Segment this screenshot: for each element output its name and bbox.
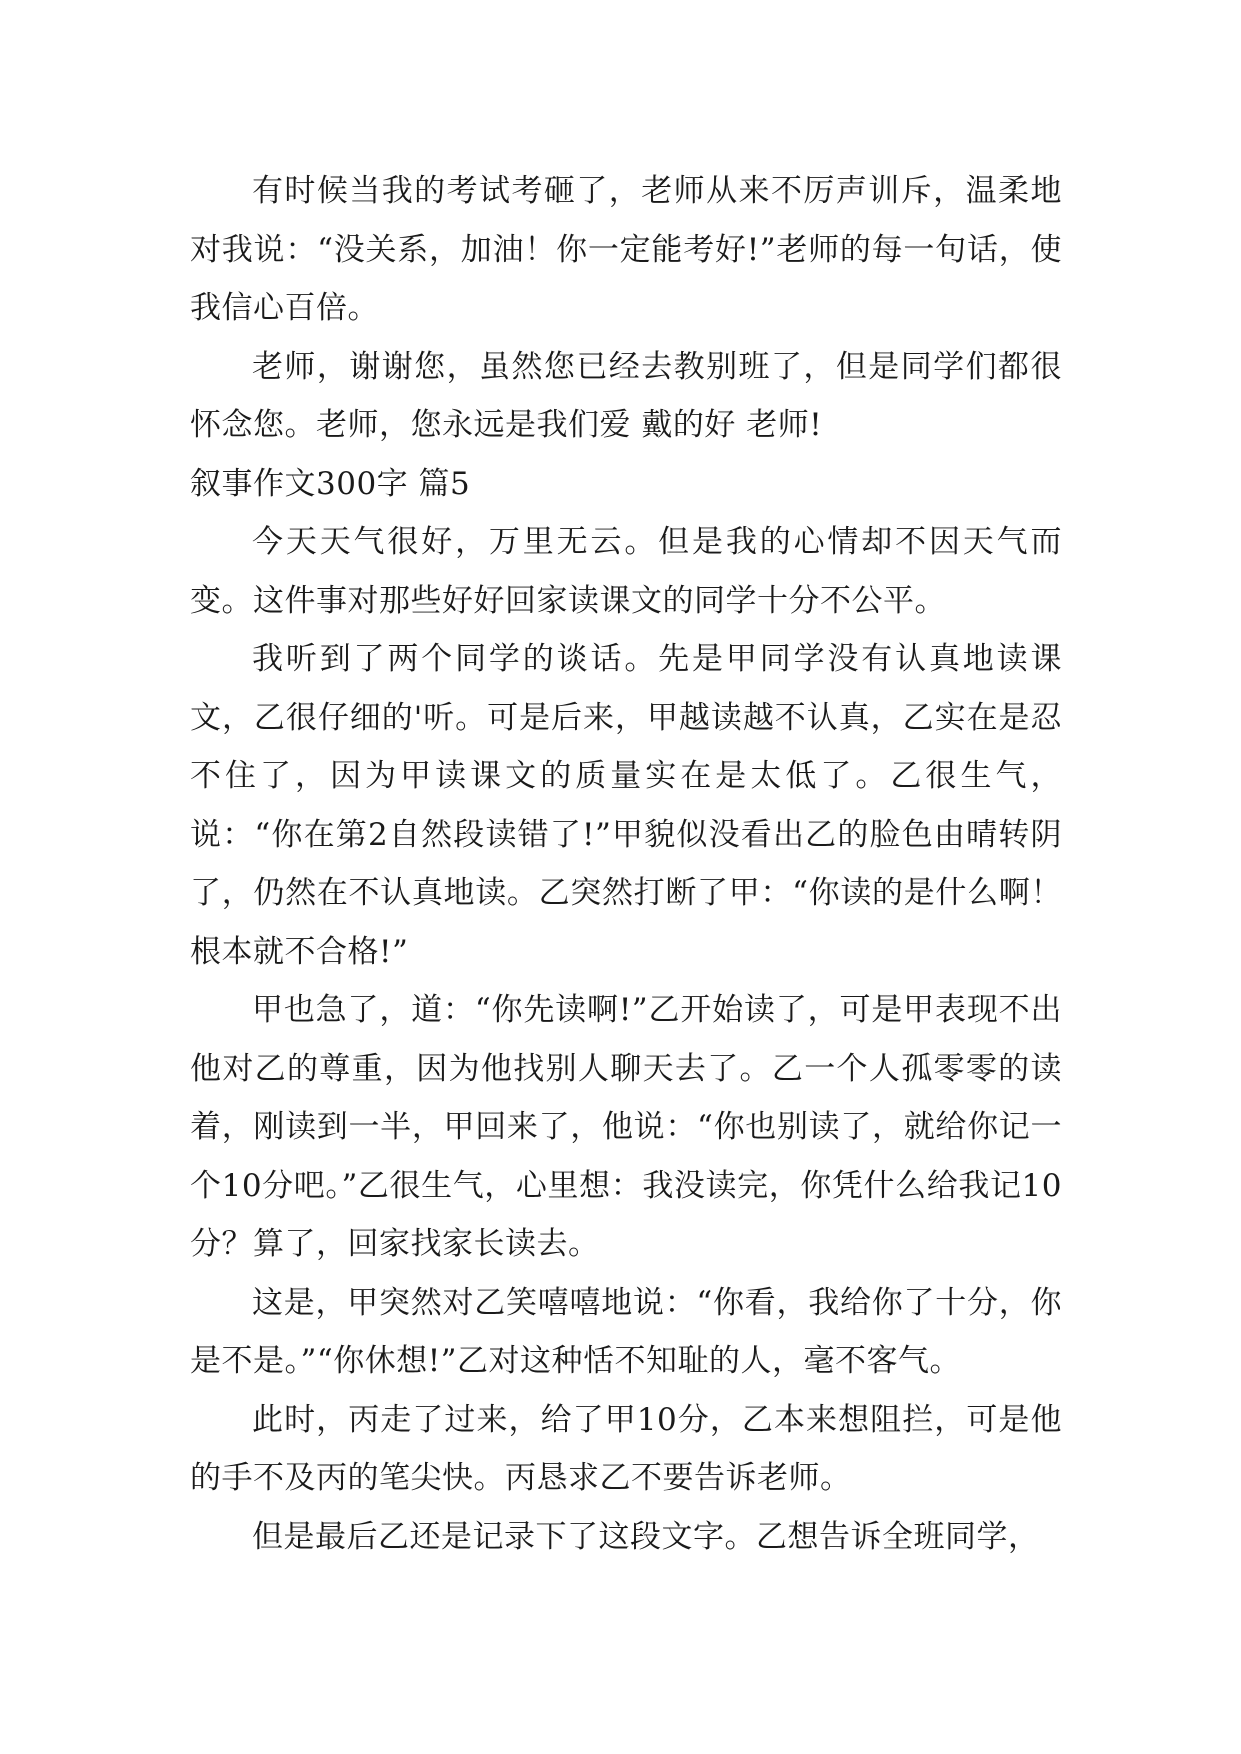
paragraph: 这是，甲突然对乙笑嘻嘻地说：“你看，我给你了十分，你是不是。”“你休想!”乙对这种恬不知耻的人，毫不客气。 (190, 1284, 1062, 1379)
paragraph: 有时候当我的考试考砸了，老师从来不厉声训斥，温柔地对我说：“没关系，加油！你一定能考好!”老师的每一句话，使我信心百倍。 (190, 173, 1062, 326)
paragraph: 我听到了两个同学的谈话。先是甲同学没有认真地读课文，乙很仔细的'听。可是后来，甲越读越不认真，乙实在是忍不住了，因为甲读课文的质量实在是太低了。乙很生气，说：“你在第2自然段读错了!”甲貌似没看出乙的脸色由晴转阴了，仍然在不认真地读。乙突然打断了甲：“你读的是什么啊！根本就不合格!” (190, 641, 1062, 970)
paragraph: 老师，谢谢您，虽然您已经去教别班了，但是同学们都很怀念您。老师，您永远是我们爱 戴的好 老师! (190, 348, 1062, 443)
section-heading: 叙事作文300字 篇5 (190, 465, 471, 502)
paragraph: 此时，丙走了过来，给了甲10分，乙本来想阻拦，可是他的手不及丙的笔尖快。丙恳求乙不要告诉老师。 (190, 1401, 1062, 1496)
paragraph: 但是最后乙还是记录下了这段文字。乙想告诉全班同学， (252, 1518, 1040, 1555)
paragraph: 今天天气很好，万里无云。但是我的心情却不因天气而变。这件事对那些好好回家读课文的同学十分不公平。 (190, 524, 1062, 619)
document-body (190, 162, 1062, 1566)
paragraph: 甲也急了，道：“你先读啊!”乙开始读了，可是甲表现不出他对乙的尊重，因为他找别人聊天去了。乙一个人孤零零的读着，刚读到一半，甲回来了，他说：“你也别读了，就给你记一个10分吧。”乙很生气，心里想：我没读完，你凭什么给我记10分？算了，回家找家长读去。 (190, 992, 1062, 1262)
